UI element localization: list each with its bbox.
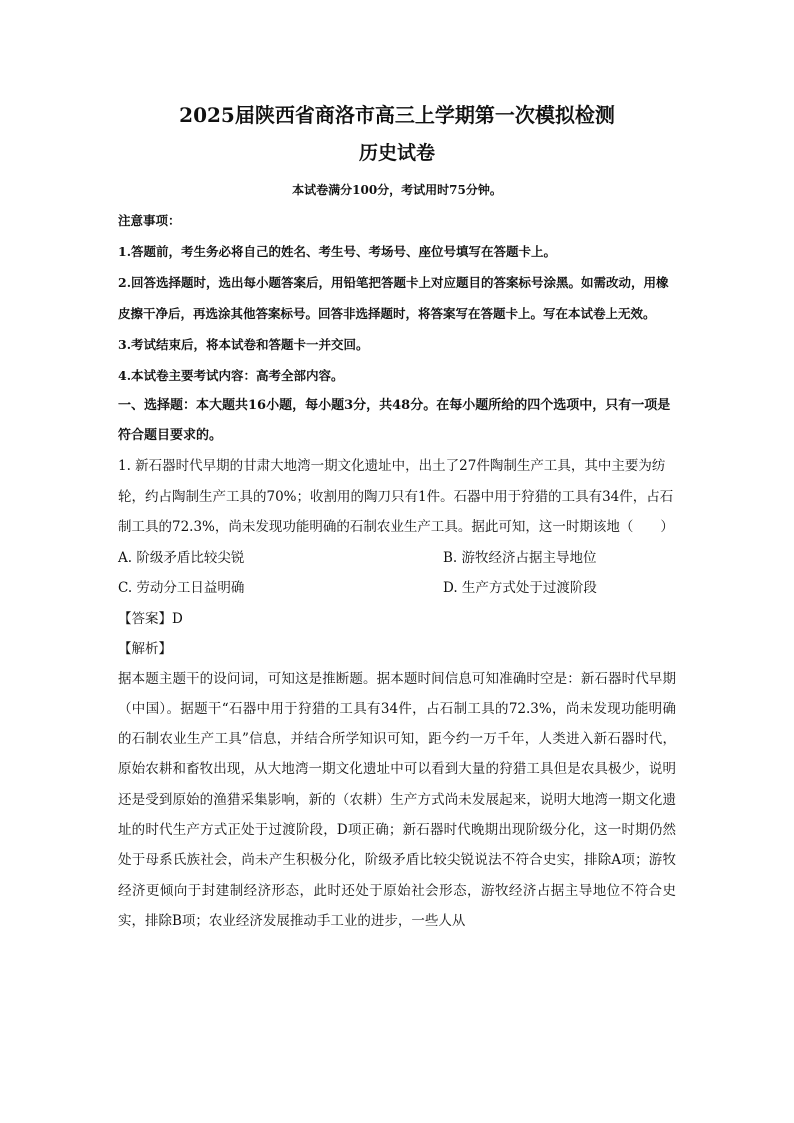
note-item-1: 1.答题前，考生务必将自己的姓名、考生号、考场号、座位号填写在答题卡上。	[118, 244, 557, 259]
option-b: B. 游牧经济占据主导地位	[443, 549, 597, 566]
question-stem: 1. 新石器时代早期的甘肃大地湾一期文化遗址中，出土了27件陶制生产工具，其中主要为纺轮，约占陶制生产工具的70%；收割用的陶刀只有1件。石器中用于狩猎的工具有34件，占石制工具的72.3%，尚未发现功能明确的石制农业生产工具。据此可知，这一时期该地（ ）	[118, 458, 674, 535]
notes-heading: 注意事项：	[118, 213, 181, 228]
option-d: D. 生产方式处于过渡阶段	[443, 580, 597, 596]
score-time-note: 本试卷满分100分，考试用时75分钟。	[292, 183, 502, 197]
note-item-3: 3.考试结束后，将本试卷和答题卡一并交回。	[118, 337, 369, 352]
exam-content	[118, 100, 676, 936]
analysis-heading: 【解析】	[118, 640, 172, 657]
option-c: C. 劳动分工日益明确	[118, 580, 245, 596]
note-item-4: 4.本试卷主要考试内容：高考全部内容。	[118, 368, 344, 383]
exam-subject: 历史试卷	[358, 142, 435, 164]
answer-label: 【答案】D	[118, 610, 183, 627]
analysis-text: 据本题主题干的设问词，可知这是推断题。据本题时间信息可知准确时空是：新石器时代早期（中国）。据题干“石器中用于狩猎的工具有34件，占石制工具的72.3%，尚未发现功能明确的石制农业生产工具”信息，并结合所学知识可知，距今约一万千年，人类进入新石器时代，原始农耕和畜牧出现，从大地湾一期文化遗址中可以看到大量的狩猎工具但是农具极少，说明还是受到原始的渔猎采集影响，新的（农耕）生产方式尚未发展起来，说明大地湾一期文化遗址的时代生产方式正处于过渡阶段，D项正确；新石器时代晚期出现阶级分化，这一时期仍然处于母系氏族社会，尚未产生积极分化，阶级矛盾比较尖锐说法不符合史实，排除A项；游牧经济更倾向于封建制经济形态，此时还处于原始社会形态，游牧经济占据主导地位不符合史实，排除B项；农业经济发展推动手工业的进步，一些人从	[118, 670, 676, 929]
option-a: A. 阶级矛盾比较尖锐	[118, 549, 245, 566]
exam-title: 2025届陕西省商洛市高三上学期第一次模拟检测	[179, 103, 615, 127]
question-options	[118, 543, 676, 604]
note-item-2: 2.回答选择题时，选出每小题答案后，用铅笔把答题卡上对应题目的答案标号涂黑。如需改动，用橡皮擦干净后，再选涂其他答案标号。回答非选择题时，将答案写在答题卡上。写在本试卷上无效。	[118, 275, 669, 321]
section-heading: 一、选择题：本大题共16小题，每小题3分，共48分。在每小题所给的四个选项中，只有一项是符合题目要求的。	[118, 398, 671, 443]
